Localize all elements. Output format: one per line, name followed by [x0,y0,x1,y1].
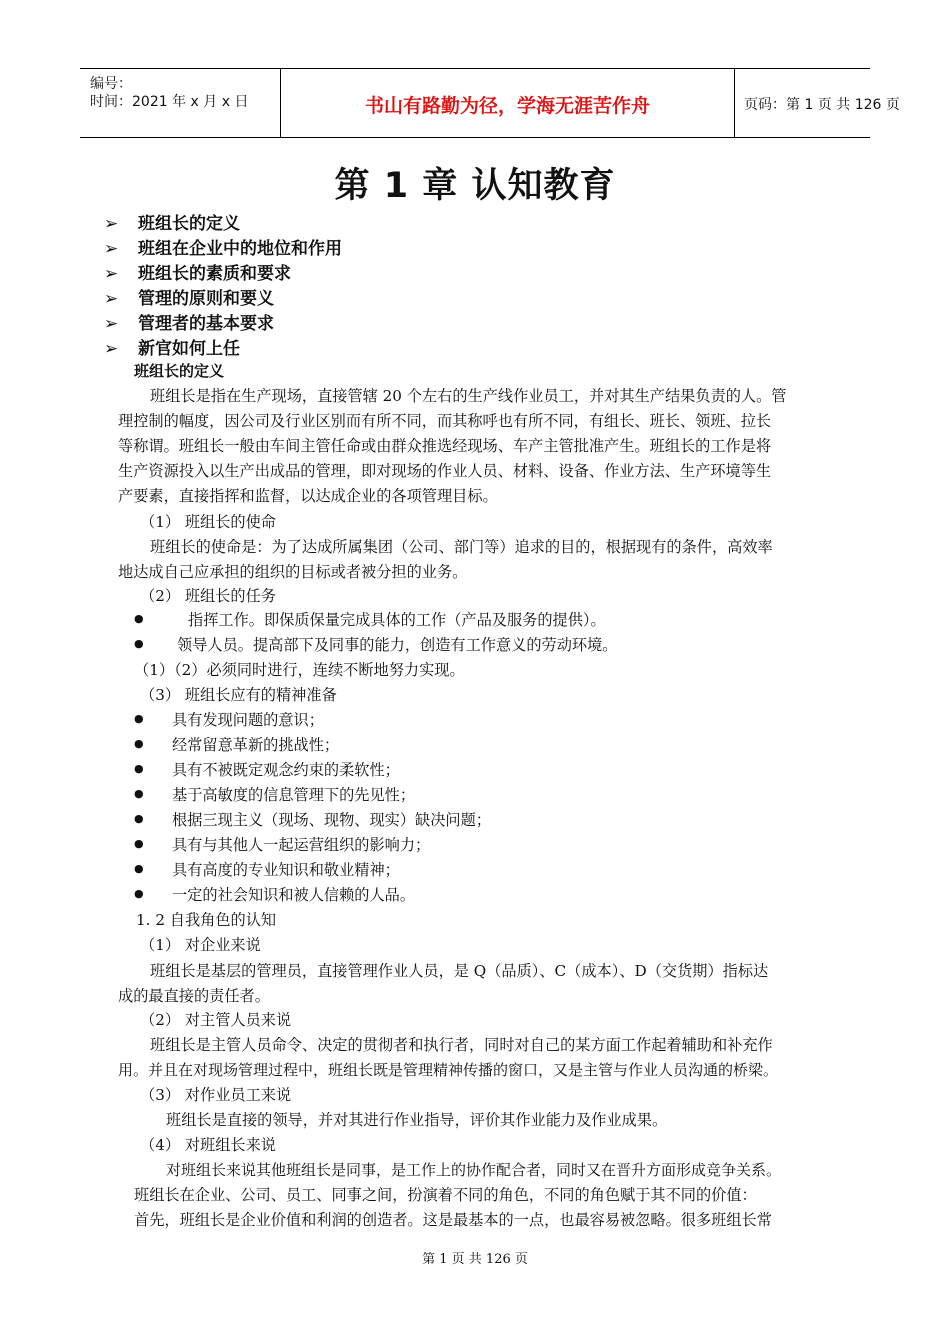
paragraph-line: 首先，班组长是企业价值和利润的创造者。这是最基本的一点，也最容易被忽略。很多班组长常 [134,1211,772,1229]
arrow-bullet-icon: ➢ [104,264,119,284]
subheading: （3） 班组长应有的精神准备 [140,686,337,704]
subheading: （1） 班组长的使命 [140,513,276,531]
number-label: 编号： [90,76,132,92]
bullet-icon: ● [134,787,144,800]
list-item: 具有高度的专业知识和敬业精神； [172,861,400,879]
paragraph-line: 班组长的使命是：为了达成所属集团（公司、部门等）追求的目的，根据现有的条件，高效率 [150,538,773,556]
paragraph-line: 班组长是直接的领导，并对其进行作业指导，评价其作业能力及作业成果。 [166,1111,668,1129]
paragraph-line: 等称谓。班组长一般由车间主管任命或由群众推选经现场、车产主管批准产生。班组长的工作是将 [118,437,772,455]
arrow-bullet-icon: ➢ [104,314,119,334]
list-item: 具有发现问题的意识； [172,711,324,729]
bullet-icon: ● [134,612,144,625]
page-footer: 第 1 页 共 126 页 [422,1252,528,1267]
toc-item: ➢ 新官如何上任 [104,339,240,359]
chapter-title: 第 1 章 认知教育 [334,166,616,206]
bullet-icon: ● [134,837,144,850]
arrow-bullet-icon: ➢ [104,239,119,259]
section-heading: 班组长的定义 [134,362,225,380]
paragraph-line: 班组长在企业、公司、员工、同事之间，扮演着不同的角色，不同的角色赋于其不同的价值： [134,1186,757,1204]
header-table [80,68,900,138]
bullet-icon: ● [134,862,144,875]
list-item: 具有不被既定观念约束的柔软性； [172,761,400,779]
bullet-icon: ● [134,737,144,750]
list-item: 基于高敏度的信息管理下的先见性； [172,786,415,804]
note-line: （1）（2）必须同时进行，连续不断地努力实现。 [134,661,465,679]
subheading: （2） 对主管人员来说 [140,1011,292,1029]
list-item: 经常留意革新的挑战性； [172,736,340,754]
paragraph-line: 对班组长来说其他班组长是同事，是工作上的协作配合者，同时又在晋升方面形成竞争关系。 [166,1161,782,1179]
bullet-icon: ● [134,762,144,775]
paragraph-line: 班组长是基层的管理员，直接管理作业人员，是 Q（品质）、C（成本）、D（交货期）指标达 [150,962,769,980]
paragraph-line: 产要素，直接指挥和监督，以达成企业的各项管理目标。 [118,487,498,505]
arrow-bullet-icon: ➢ [104,339,119,359]
paragraph-line: 成的最直接的责任者。 [118,987,270,1005]
toc-item: ➢ 班组长的定义 [104,214,240,234]
list-item: 具有与其他人一起运营组织的影响力； [172,836,431,854]
motto: 书山有路勤为径，学海无涯苦作舟 [364,95,650,117]
list-item: 一定的社会知识和被人信赖的人品。 [172,886,415,904]
subheading: （4） 对班组长来说 [140,1136,276,1154]
header-motto-cell [280,69,735,137]
paragraph-line: 理控制的幅度，因公司及行业区别而有所不同，而其称呼也有所不同，有组长、班长、领班、拉长 [118,412,772,430]
header-meta-cell [80,69,280,137]
list-item: 根据三现主义（现场、现物、现实）缺决问题； [172,811,491,829]
list-item: 指挥工作。即保质保量完成具体的工作（产品及服务的提供）。 [188,611,606,629]
time-label: 时间：2021 年 x 月 x 日 [90,94,249,110]
arrow-bullet-icon: ➢ [104,289,119,309]
subheading: （2） 班组长的任务 [140,587,276,605]
subheading: （1） 对企业来说 [140,936,261,954]
subheading: 1. 2 自我角色的认知 [136,911,277,929]
paragraph-line: 生产资源投入以生产出成品的管理，即对现场的作业人员、材料、设备、作业方法、生产环境等生 [118,462,772,480]
toc-item: ➢ 管理的原则和要义 [104,289,274,309]
toc-item: ➢ 班组在企业中的地位和作用 [104,239,342,259]
bullet-icon: ● [134,637,144,650]
bullet-icon: ● [134,712,144,725]
list-item: 领导人员。提高部下及同事的能力，创造有工作意义的劳动环境。 [177,636,618,654]
toc-item: ➢ 管理者的基本要求 [104,314,274,334]
paragraph-line: 班组长是主管人员命令、决定的贯彻者和执行者，同时对自己的某方面工作起着辅助和补充作 [150,1036,773,1054]
bullet-icon: ● [134,812,144,825]
page-info: 页码：第 1 页 共 126 页 [744,97,900,113]
paragraph-line: 用。并且在对现场管理过程中，班组长既是管理精神传播的窗口，又是主管与作业人员沟通的桥梁。 [118,1061,779,1079]
arrow-bullet-icon: ➢ [104,214,119,234]
paragraph-line: 地达成自己应承担的组织的目标或者被分担的业务。 [118,563,468,581]
bullet-icon: ● [134,887,144,900]
subheading: （3） 对作业员工来说 [140,1086,292,1104]
toc-item: ➢ 班组长的素质和要求 [104,264,291,284]
header-page-cell [734,69,900,137]
paragraph-line: 班组长是指在生产现场，直接管辖 20 个左右的生产线作业员工，并对其生产结果负责的人。管 [150,387,787,405]
